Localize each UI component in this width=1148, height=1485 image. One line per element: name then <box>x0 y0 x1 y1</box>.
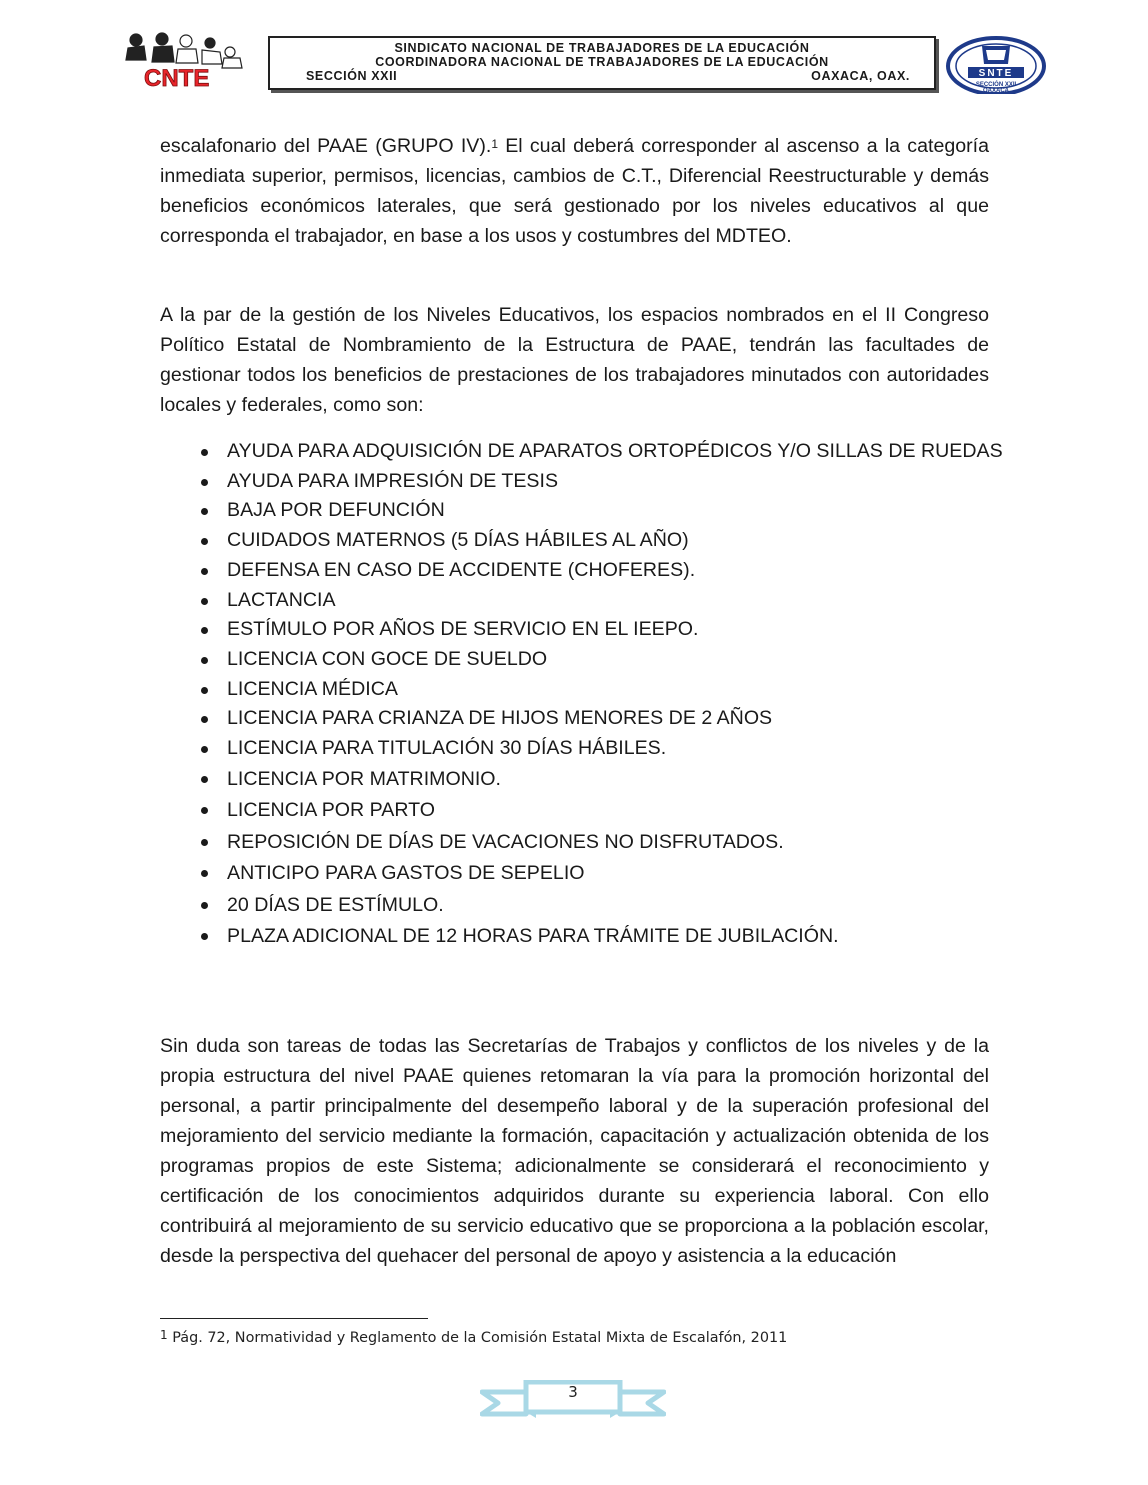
paragraph3-text: Sin duda son tareas de todas las Secretarías de Trabajos y conflictos de los niveles y de la propia estructura del nivel PAAE quienes retomaran la vía para la promoción horizontal del personal, a partir principalmente del desempeño laboral y de la superación profesional del mejoramiento del servicio mediante la formación, capacitación y actualización obtenida de los programas propios de este Sistema; adicionalmente se considerará el reconocimiento y certificación de los conocimientos adquiridos durante su experiencia laboral. Con ello contribuirá al mejoramiento de su servicio educativo que se proporciona a la población escolar, desde la perspectiva del quehacer del personal de apoyo y asistencia a la educación <box>160 1035 989 1267</box>
footnote <box>160 1330 787 1346</box>
cnte-logo <box>122 30 256 90</box>
footnote-marker: 1 <box>160 1328 168 1342</box>
paragraph-tareas <box>160 1031 989 1271</box>
list-item: AYUDA PARA IMPRESIÓN DE TESIS <box>195 467 1027 497</box>
paragraph2-text: A la par de la gestión de los Niveles Educativos, los espacios nombrados en el II Congreso Político Estatal de Nombramiento de la Estructura de PAAE, tendrán las facultades de gestionar todos los beneficios de prestaciones de los trabajadores minutados con autoridades locales y federales, como son: <box>160 304 989 416</box>
list-item: BAJA POR DEFUNCIÓN <box>195 496 1027 526</box>
list-item: LICENCIA PARA TITULACIÓN 30 DÍAS HÁBILES. <box>195 734 1027 764</box>
header-title-box <box>268 36 936 90</box>
paragraph-escalafonario <box>160 131 989 251</box>
benefits-list <box>195 437 1027 953</box>
footnote-text: Pág. 72, Normatividad y Reglamento de la Comisión Estatal Mixta de Escalafón, 2011 <box>167 1330 788 1346</box>
paragraph-gestion <box>160 300 989 420</box>
paragraph1-text-after: El cual deberá corresponder al ascenso a la categoría inmediata superior, permisos, licencias, cambios de C.T., Diferencial Reestructurable y demás beneficios económicos laterales, que será gestionado por los niveles educativos al que corresponda el trabajador, en base a los usos y costumbres del MDTEO. <box>160 135 989 247</box>
list-item: AYUDA PARA ADQUISICIÓN DE APARATOS ORTOPÉDICOS Y/O SILLAS DE RUEDAS <box>195 437 1027 467</box>
list-item: LICENCIA POR MATRIMONIO. <box>195 764 1027 796</box>
footnote-reference[interactable]: 1 <box>491 137 498 151</box>
page-header <box>0 30 1148 94</box>
list-item: LICENCIA CON GOCE DE SUELDO <box>195 645 1027 675</box>
list-item: 20 DÍAS DE ESTÍMULO. <box>195 890 1027 922</box>
list-item: LACTANCIA <box>195 586 1027 616</box>
list-item: LICENCIA MÉDICA <box>195 675 1027 705</box>
header-line-2: COORDINADORA NACIONAL DE TRABAJADORES DE LA EDUCACIÓN <box>375 55 829 69</box>
list-item: DEFENSA EN CASO DE ACCIDENTE (CHOFERES). <box>195 556 1027 586</box>
list-item: LICENCIA PARA CRIANZA DE HIJOS MENORES DE 2 AÑOS <box>195 704 1027 734</box>
header-location: OAXACA, OAX. <box>811 69 910 83</box>
page-number-banner <box>480 1380 666 1424</box>
snte-logo-sub2: OAXACA <box>982 88 1010 94</box>
cnte-logo-text: CNTE <box>144 65 210 90</box>
list-item: ESTÍMULO POR AÑOS DE SERVICIO EN EL IEEPO. <box>195 615 1027 645</box>
page-number: 3 <box>568 1383 578 1401</box>
header-section: SECCIÓN XXII <box>306 69 398 83</box>
list-item: ANTICIPO PARA GASTOS DE SEPELIO <box>195 858 1027 890</box>
list-item: LICENCIA POR PARTO <box>195 795 1027 827</box>
snte-seal-logo <box>946 34 1050 94</box>
snte-logo-text: SNTE <box>978 68 1014 79</box>
list-item: CUIDADOS MATERNOS (5 DÍAS HÁBILES AL AÑO) <box>195 526 1027 556</box>
paragraph1-text-before: escalafonario del PAAE (GRUPO IV). <box>160 135 492 157</box>
list-item: PLAZA ADICIONAL DE 12 HORAS PARA TRÁMITE DE JUBILACIÓN. <box>195 921 1027 953</box>
header-line-1: SINDICATO NACIONAL DE TRABAJADORES DE LA EDUCACIÓN <box>394 41 810 55</box>
list-item: REPOSICIÓN DE DÍAS DE VACACIONES NO DISFRUTADOS. <box>195 827 1027 859</box>
snte-logo-sub1: SECCIÓN XXII <box>975 82 1017 88</box>
footnote-separator <box>160 1318 428 1319</box>
header-line-3 <box>270 69 934 83</box>
